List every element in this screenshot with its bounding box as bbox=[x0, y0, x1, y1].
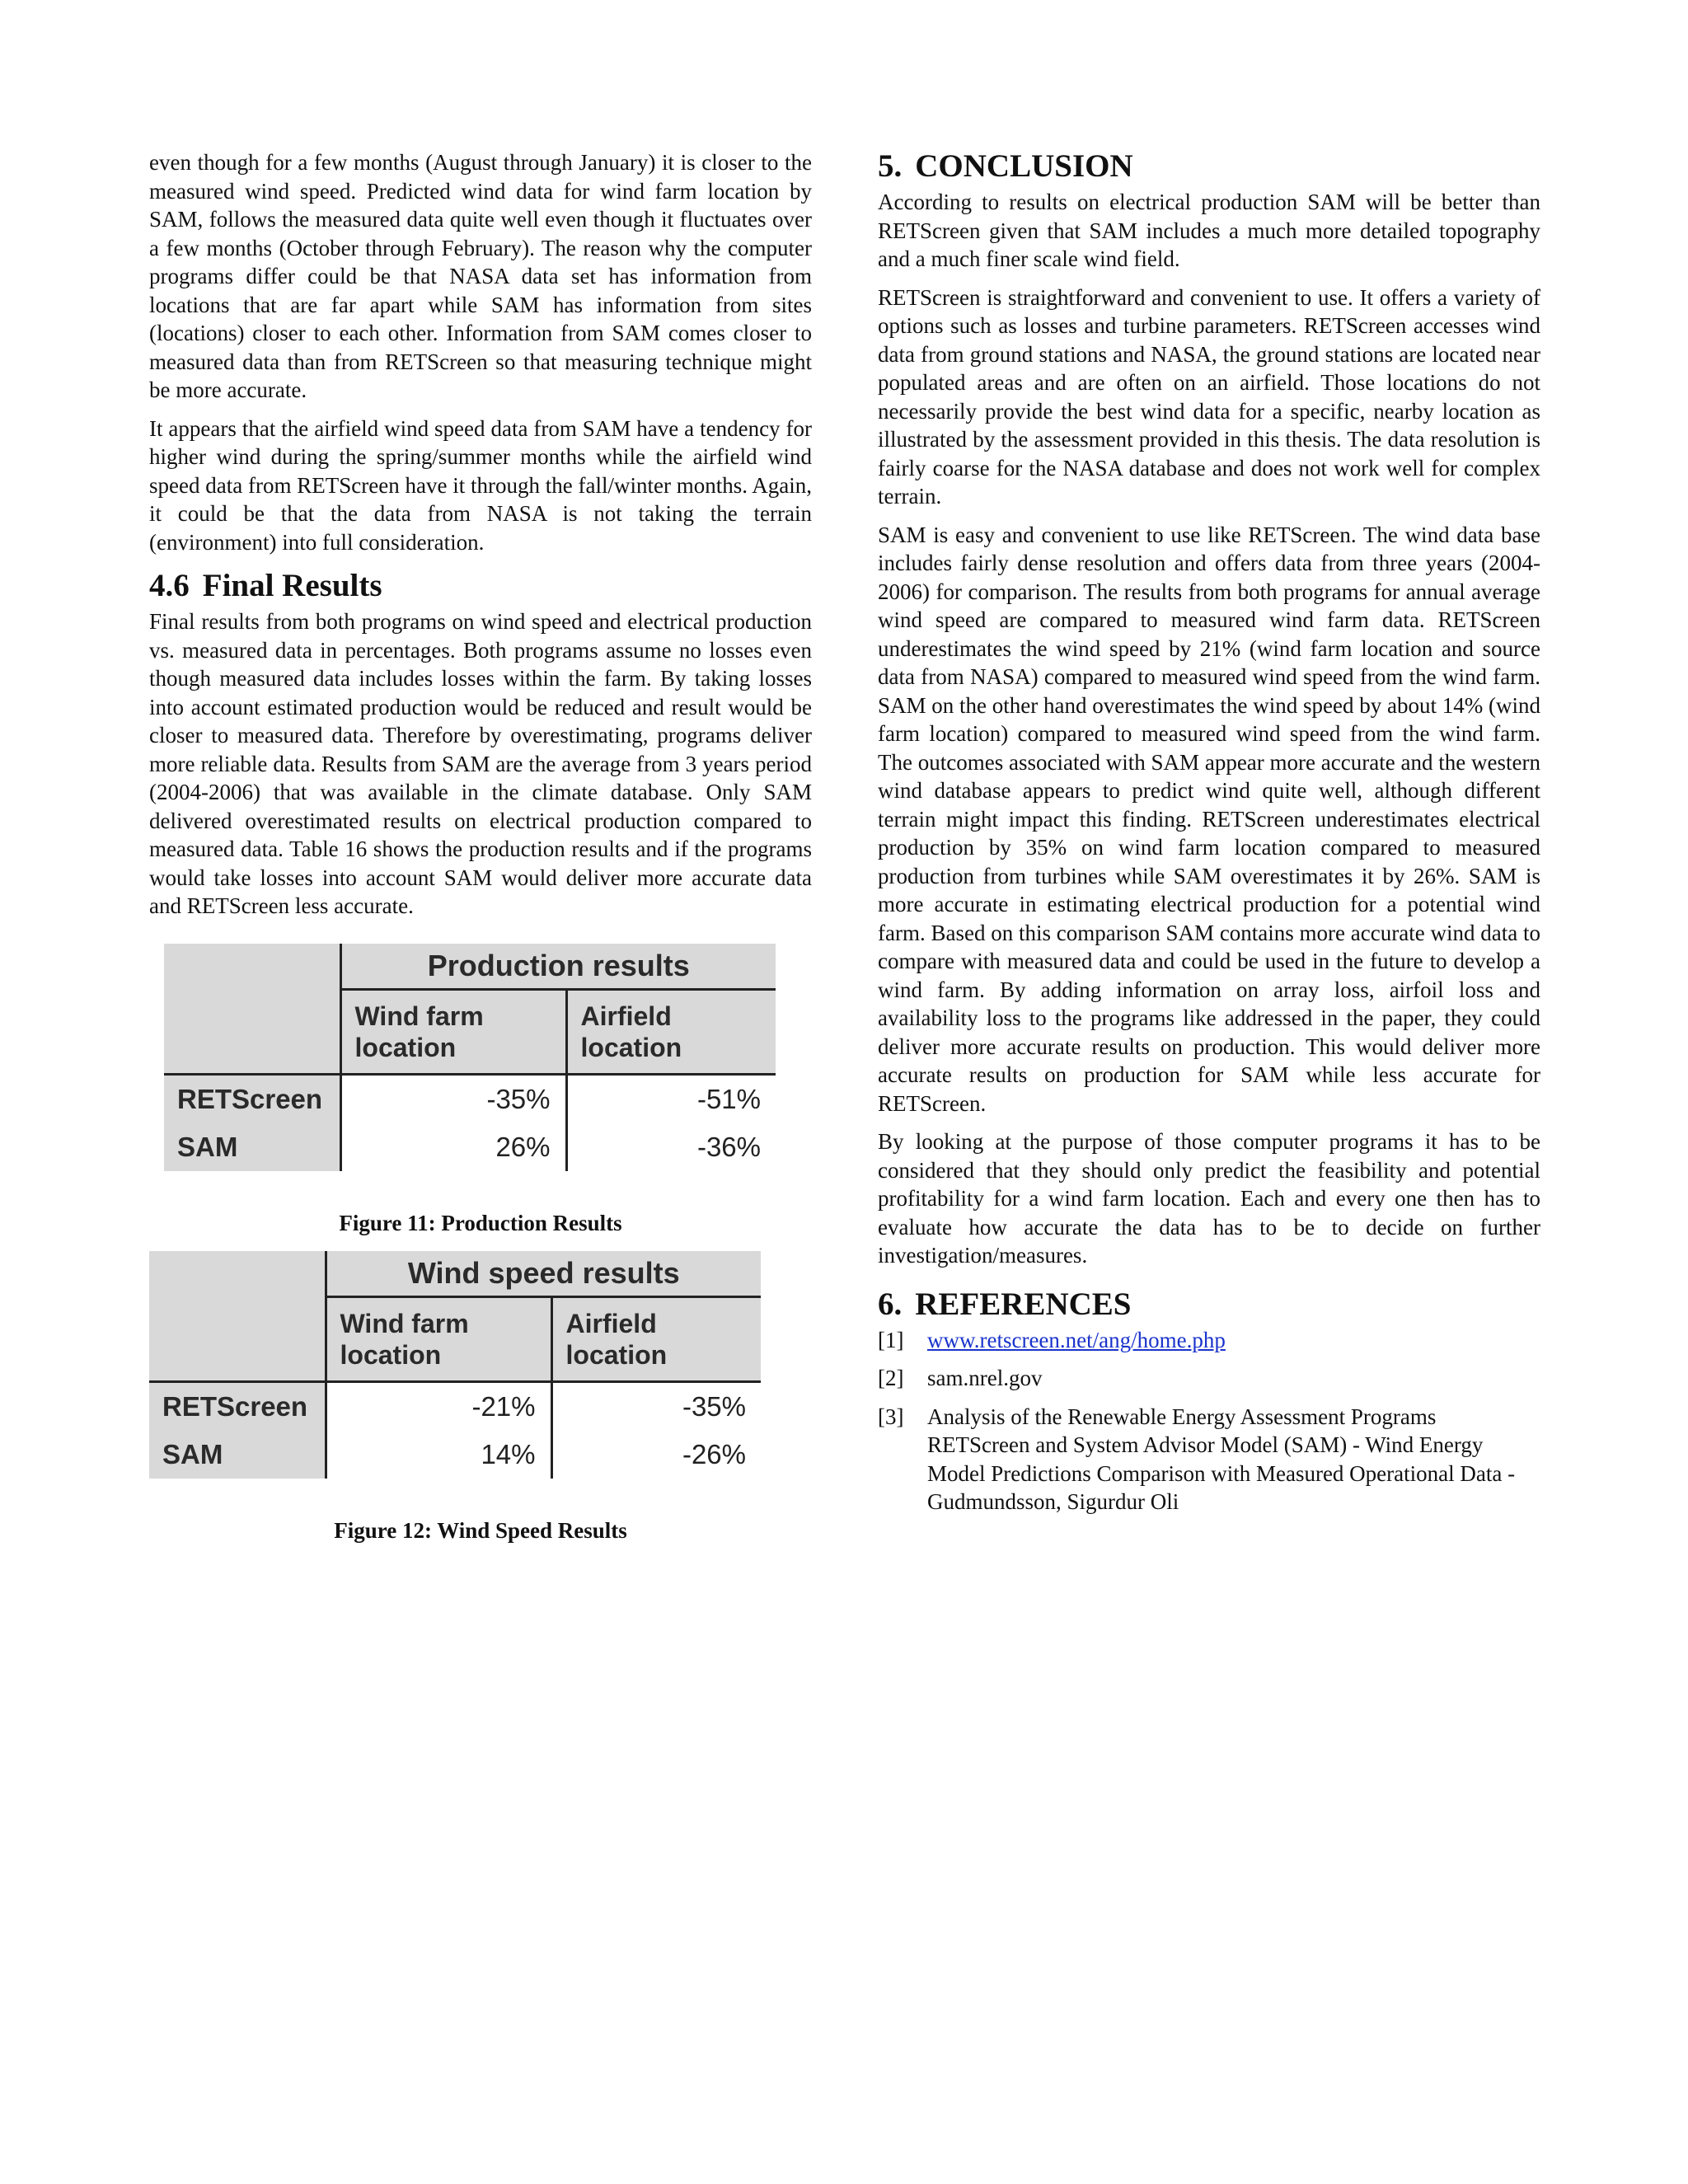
table-cell: -51% bbox=[566, 1074, 776, 1123]
production-results-table-image bbox=[164, 944, 812, 1171]
row-label: SAM bbox=[149, 1431, 326, 1479]
table-corner bbox=[149, 1251, 326, 1297]
row-label: RETScreen bbox=[164, 1074, 340, 1123]
paragraph: According to results on electrical production SAM will be better than RETScreen given that SAM includes a much more detailed topography and a much finer scale wind field. bbox=[878, 190, 1540, 271]
table-corner bbox=[149, 1296, 326, 1381]
paragraph: Final results from both programs on wind speed and electrical production vs. measured data in percentages. Both programs assume no losses even though measured data includes losses within the farm. By taking losses into account estimated production would be reduced and result would be closer to measured data. Therefore by overestimating, programs deliver more reliable data. Results from SAM are the average from 3 years period (2004-2006) that was available in the climate database. Only SAM delivered overestimated results on electrical production compared to measured data. Table 16 shows the production results and if the programs would take losses into account SAM would deliver more accurate data and RETScreen less accurate. bbox=[149, 609, 812, 918]
section-heading-references bbox=[878, 1286, 1540, 1323]
wind-speed-results-table-image bbox=[149, 1251, 812, 1479]
paragraph: SAM is easy and convenient to use like RETScreen. The wind data base includes fairly dense resolution and offers data from three years (2004-2006) for comparison. The results from both programs for annual average wind speed are compared to measured wind farm data. RETScreen underestimates the wind speed by 21% (wind farm location and source data from NASA) compared to measured wind speed from the wind farm. SAM on the other hand overestimates the wind speed by about 14% (wind farm location) compared to measured wind speed from the wind farm. The outcomes associated with SAM appear more accurate and the western wind database appears to predict wind quite well, although different terrain might impact this finding. RETScreen underestimates electrical production by 35% on wind farm location compared to measured production from turbines while SAM overestimates it by 26%. SAM is more accurate in estimating electrical production for a potential wind farm. Based on this comparison SAM contains more accurate wind data to compare with measured data and could be used in the future to develop a wind farm. By adding information on array loss, airfoil loss and availability loss to the programs like addressed in the paper, they could deliver more accurate results on production. This would deliver more accurate results on production for SAM while less accurate for RETScreen. bbox=[878, 522, 1540, 1116]
table-cell: 14% bbox=[326, 1431, 551, 1479]
reference-list bbox=[878, 1326, 1540, 1516]
reference-number: [1] bbox=[878, 1327, 904, 1352]
table-corner bbox=[164, 989, 340, 1074]
paragraph: RETScreen is straightforward and convenient to use. It offers a variety of options such as losses and turbine parameters. RETScreen accesses wind data from ground stations and NASA, the ground stations are located near populated areas and are often on an airfield. Those locations do not necessarily provide the best wind data for a specific, nearby location as illustrated by the assessment provided in this thesis. The data resolution is fairly coarse for the NASA database and does not work well for complex terrain. bbox=[878, 284, 1540, 509]
figure-production-results bbox=[164, 944, 812, 1236]
paragraph: even though for a few months (August through January) it is closer to the measured wind speed. Predicted wind data for wind farm location by SAM, follows the measured data quite well even though it fluctuates over a few months (October through February). The reason why the computer programs differ could be that NASA data set has information from locations that are far apart while SAM has information from sites (locations) closer to each other. Information from SAM comes closer to measured data than from RETScreen so that measuring technique might be more accurate. bbox=[149, 150, 812, 402]
reference-number: [2] bbox=[878, 1366, 904, 1390]
column-header: Wind farm location bbox=[340, 989, 566, 1074]
figure-caption: Figure 12: Wind Speed Results bbox=[334, 1517, 627, 1543]
section-title: CONCLUSION bbox=[915, 148, 1133, 184]
reference-text: sam.nrel.gov bbox=[927, 1366, 1043, 1390]
row-label: RETScreen bbox=[149, 1381, 326, 1431]
section-number: 4.6 bbox=[149, 568, 190, 603]
section-number: 5. bbox=[878, 148, 903, 184]
figure-wind-speed-results bbox=[149, 1251, 812, 1544]
reference-text: Analysis of the Renewable Energy Assessment Programs RETScreen and System Advisor Model (SAM) - Wind Energy Model Predictions Comparison with Measured Operational Data - Gudmundsson, Sigurdur Oli bbox=[927, 1404, 1516, 1514]
column-header: Airfield location bbox=[566, 989, 776, 1074]
table-cell: 26% bbox=[340, 1123, 566, 1171]
table-row bbox=[164, 1123, 776, 1171]
column-header: Wind farm location bbox=[326, 1296, 551, 1381]
table-row bbox=[149, 1431, 761, 1479]
table-row bbox=[149, 1381, 761, 1431]
row-label: SAM bbox=[164, 1123, 340, 1171]
column-header: Airfield location bbox=[551, 1296, 761, 1381]
paragraph: It appears that the airfield wind speed data from SAM have a tendency for higher wind during the spring/summer months while the airfield wind speed data from RETScreen have it through the fall/winter months. Again, it could be that the data from NASA is not taking the terrain (environment) into full consideration. bbox=[149, 415, 812, 555]
table-corner bbox=[164, 944, 340, 990]
reference-item bbox=[878, 1403, 1540, 1516]
left-column bbox=[149, 148, 812, 1544]
production-results-table bbox=[164, 944, 776, 1171]
table-cell: -21% bbox=[326, 1381, 551, 1431]
table-cell: -35% bbox=[551, 1381, 761, 1431]
reference-link[interactable]: www.retscreen.net/ang/home.php bbox=[927, 1327, 1226, 1352]
reference-item bbox=[878, 1364, 1540, 1393]
paragraph: By looking at the purpose of those computer programs it has to be considered that they should only predict the feasibility and potential profitability for a wind farm location. Each and every one then has to evaluate how accurate the data has to be to decide on further investigation/measures. bbox=[878, 1129, 1540, 1268]
table-title: Production results bbox=[340, 944, 776, 990]
figure-caption: Figure 11: Production Results bbox=[339, 1210, 622, 1235]
section-heading-final-results bbox=[149, 568, 812, 604]
wind-speed-results-table bbox=[149, 1251, 761, 1479]
table-cell: -35% bbox=[340, 1074, 566, 1123]
reference-number: [3] bbox=[878, 1404, 904, 1429]
section-number: 6. bbox=[878, 1286, 903, 1322]
table-title: Wind speed results bbox=[326, 1251, 761, 1297]
table-row bbox=[164, 1074, 776, 1123]
table-cell: -36% bbox=[566, 1123, 776, 1171]
table-cell: -26% bbox=[551, 1431, 761, 1479]
section-title: Final Results bbox=[202, 568, 382, 603]
section-title: REFERENCES bbox=[915, 1286, 1132, 1322]
section-heading-conclusion bbox=[878, 148, 1540, 185]
right-column bbox=[878, 148, 1540, 1526]
reference-item bbox=[878, 1326, 1540, 1355]
